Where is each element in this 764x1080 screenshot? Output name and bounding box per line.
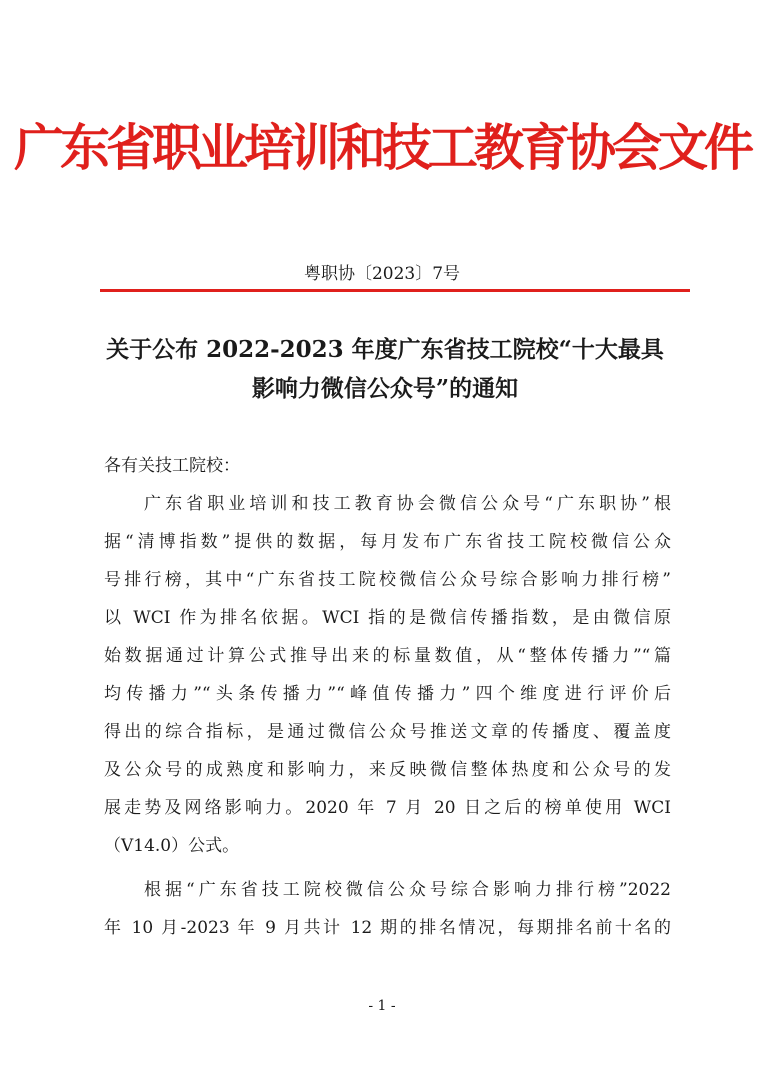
page-number: - 1 - (368, 998, 396, 1014)
paragraph-1-line-9: 展走势及网络影响力。2020 年 7 月 20 日之后的榜单使用 WCI (104, 798, 671, 818)
paragraph-2-line-2: 年 10 月-2023 年 9 月共计 12 期的排名情况，每期排名前十名的 (104, 918, 671, 938)
notice-title-line-1: 关于公布 2022-2023 年度广东省技工院校“十大最具 (106, 336, 664, 363)
salutation: 各有关技工院校： (104, 456, 240, 476)
paragraph-1-line-1: 广东省职业培训和技工教育协会微信公众号“广东职协”根 (144, 494, 671, 514)
paragraph-1-line-7: 得出的综合指标，是通过微信公众号推送文章的传播度、覆盖度 (104, 722, 671, 742)
document-number: 粤职协〔2023〕7号 (303, 264, 461, 284)
paragraph-1-line-2: 据“清博指数”提供的数据，每月发布广东省技工院校微信公众 (104, 532, 671, 552)
paragraph-1-line-8: 及公众号的成熟度和影响力，来反映微信整体热度和公众号的发 (104, 760, 671, 780)
paragraph-2-line-1: 根据“广东省技工院校微信公众号综合影响力排行榜”2022 (144, 880, 671, 900)
red-divider-line (100, 289, 690, 292)
masthead-title: 广东省职业培训和技工教育协会文件 (14, 119, 750, 177)
notice-title-line-2: 影响力微信公众号”的通知 (251, 375, 519, 402)
paragraph-1-line-4: 以 WCI 作为排名依据。WCI 指的是微信传播指数，是由微信原 (104, 608, 671, 628)
paragraph-1-line-10: （V14.0）公式。 (104, 836, 240, 856)
paragraph-1-line-5: 始数据通过计算公式推导出来的标量数值，从“整体传播力”“篇 (104, 646, 671, 666)
paragraph-1-line-3: 号排行榜，其中“广东省技工院校微信公众号综合影响力排行榜” (104, 570, 671, 590)
paragraph-1-line-6: 均传播力”“头条传播力”“峰值传播力”四个维度进行评价后 (104, 684, 671, 704)
